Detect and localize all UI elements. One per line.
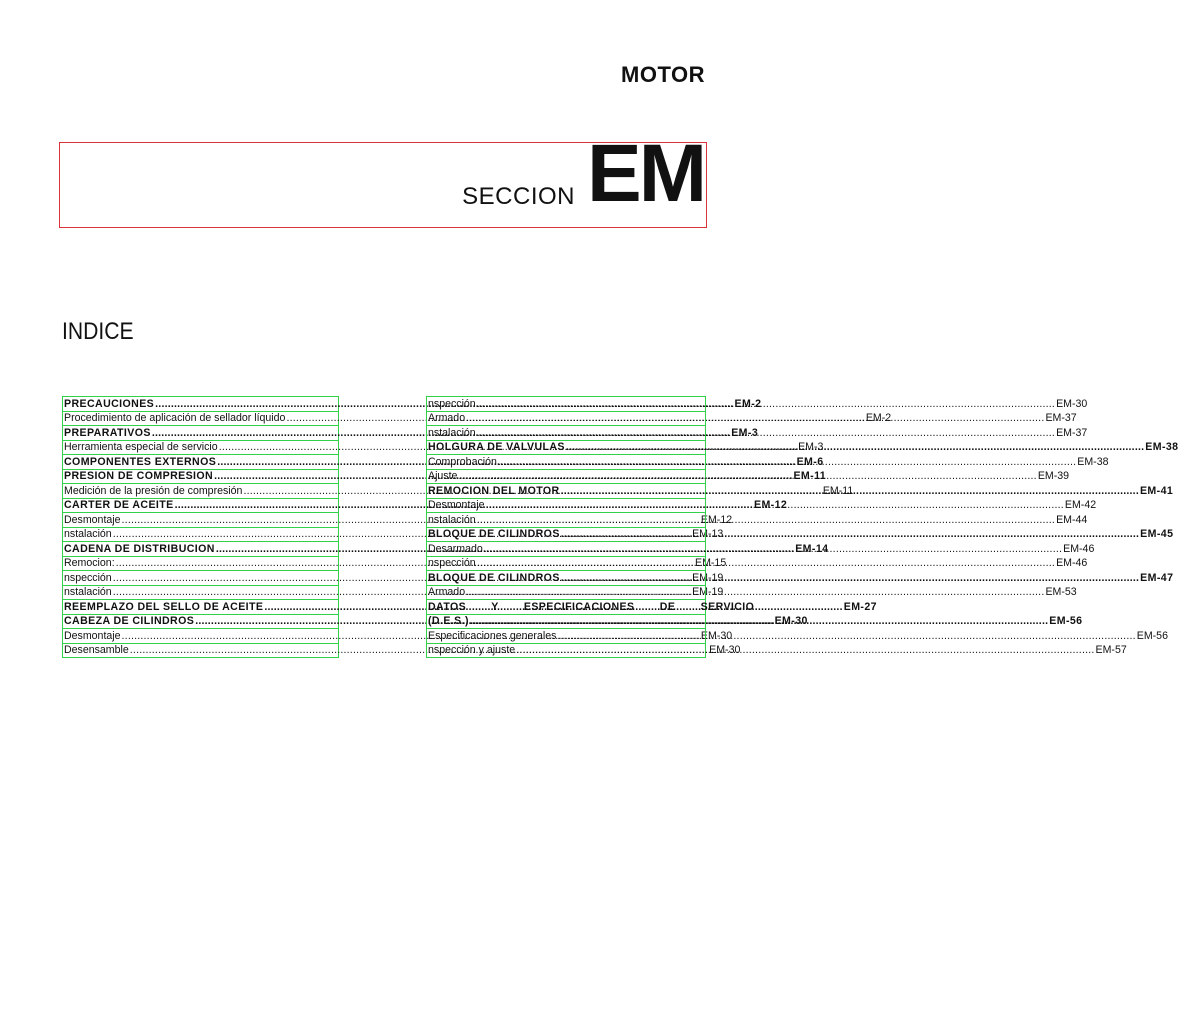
toc-entry-label: Remocion: <box>64 557 115 570</box>
toc-leader-dots <box>557 630 1135 642</box>
toc-entry-label: nstalación <box>64 586 112 599</box>
toc-entry-page: EM-6 <box>796 455 824 468</box>
index-title: INDICE <box>62 318 134 345</box>
toc-entry[interactable] <box>426 425 1088 441</box>
toc-entry-page: EM-27 <box>843 600 877 613</box>
toc-entry-label: Ajuste <box>428 470 458 483</box>
toc-entry-page: EM-46 <box>1063 542 1095 555</box>
toc-entry-page: EM-11 <box>793 470 827 483</box>
toc-leader-dots <box>470 615 1048 627</box>
toc-entry-page: EM-57 <box>1095 644 1127 657</box>
toc-leader-dots <box>561 528 1139 540</box>
toc-leader-dots <box>561 485 1139 497</box>
toc-entry-page: EM-30 <box>709 644 741 657</box>
toc-entry-page: EM-42 <box>1064 499 1097 512</box>
toc-entry[interactable] <box>426 599 755 615</box>
toc-entry-label: Desarmado <box>428 542 483 555</box>
toc-entry-page: EM-2 <box>865 412 892 425</box>
toc-entry-page: EM-53 <box>1045 586 1077 599</box>
toc-entry-label: nspección y ajuste <box>428 644 516 657</box>
toc-entry-label: BLOQUE DE CILINDROS <box>428 528 560 541</box>
toc-entry-page: EM-41 <box>1139 484 1174 497</box>
toc-entry-page: EM-14 <box>795 542 829 555</box>
toc-entry-page: EM-37 <box>1045 412 1077 425</box>
toc-leader-dots <box>477 514 1055 526</box>
toc-entry-label: nstalación <box>428 513 476 526</box>
toc-entry-label: Armado <box>428 586 466 599</box>
toc-entry-page: EM-45 <box>1140 528 1174 541</box>
toc-leader-dots <box>458 470 1036 482</box>
toc-entry-label: CABEZA DE CILINDROS <box>64 615 195 628</box>
toc-leader-dots <box>477 427 1055 439</box>
toc-entry-label: Desmontaje <box>64 513 121 526</box>
toc-leader-dots <box>484 543 1062 555</box>
toc-entry-page: EM-2 <box>734 397 762 410</box>
toc-entry-page: EM-38 <box>1077 455 1109 468</box>
toc-entry-label: Desmontaje <box>64 629 121 642</box>
toc-entry-label: BLOQUE DE CILINDROS <box>428 571 560 584</box>
toc-entry-label: COMPONENTES EXTERNOS <box>64 455 217 468</box>
toc-entry-page: EM-44 <box>1056 513 1088 526</box>
toc-entry-page: EM-11 <box>822 484 854 497</box>
toc-entry-page: EM-15 <box>695 557 727 570</box>
toc-entry-page: EM-19 <box>692 586 724 599</box>
toc-entry-label: Medición de la presión de compresión <box>64 484 243 497</box>
toc-entry-label: nstalación <box>64 528 112 541</box>
toc-leader-dots <box>477 398 1055 410</box>
motor-heading: MOTOR <box>621 62 705 87</box>
toc-entry-label: Procedimiento de aplicación de sellador líquido <box>64 412 286 425</box>
toc-entry-page: EM-30 <box>1056 397 1088 410</box>
toc-entry-label: nspección <box>428 557 476 570</box>
toc-entry-page: EM-56 <box>1049 615 1083 628</box>
toc-entry-page: EM-12 <box>700 513 733 526</box>
section-label: SECCION <box>462 183 575 210</box>
toc-entry-label: REMOCION DEL MOTOR <box>428 484 560 497</box>
toc-entry-page: EM-19 <box>692 571 724 584</box>
toc-entry-page: EM-37 <box>1056 426 1088 439</box>
toc-leader-dots <box>561 572 1139 584</box>
toc-entry-page: EM-13 <box>692 528 724 541</box>
toc-entry-label: DATOS Y ESPECIFICACIONES DE SERVICIO <box>428 600 755 613</box>
toc-entry-label: nspección <box>428 397 476 410</box>
toc-leader-dots <box>466 412 1044 424</box>
toc-entry-label: PRECAUCIONES <box>64 397 155 410</box>
toc-leader-dots <box>477 557 1055 569</box>
toc-entry-label: CARTER DE ACEITE <box>64 499 174 512</box>
toc-leader-dots <box>516 644 1094 656</box>
toc-entry-label: Desensamble <box>64 644 129 657</box>
toc-leader-dots <box>566 441 1144 453</box>
toc-entry-page: EM-56 <box>1136 629 1168 642</box>
toc-leader-dots <box>498 456 1076 468</box>
toc-entry-label: Especificaciones generales <box>428 629 557 642</box>
toc-entry-page: EM-47 <box>1140 571 1174 584</box>
toc-entry-page: EM-12 <box>753 499 788 512</box>
toc-entry-label: Desmontaje <box>428 499 485 512</box>
toc-entry-page: EM-39 <box>1037 470 1070 483</box>
toc-entry[interactable] <box>426 440 1178 456</box>
toc-leader-dots <box>466 586 1044 598</box>
toc-entry-page: EM-30 <box>774 615 808 628</box>
toc-entry-page: EM-46 <box>1056 557 1088 570</box>
toc-entry-label: Comprobación <box>428 455 497 468</box>
toc-entry-label: PRESION DE COMPRESION <box>64 470 214 483</box>
toc-entry-label: HOLGURA DE VALVULAS <box>428 441 565 454</box>
toc-entry-label: Armado <box>428 412 466 425</box>
toc-entry-page: EM-3 <box>798 441 824 454</box>
toc-entry-label: REEMPLAZO DEL SELLO DE ACEITE <box>64 600 264 613</box>
toc-entry-label: nspección <box>64 571 112 584</box>
toc-leader-dots <box>486 499 1064 511</box>
section-code: EM <box>587 128 704 219</box>
toc-entry-label: (D.E.S.) <box>428 615 469 628</box>
toc-entry-label: PREPARATIVOS <box>64 426 151 439</box>
toc-entry-page: EM-3 <box>731 426 759 439</box>
toc-entry-page: EM-30 <box>700 629 733 642</box>
toc-entry-page: EM-38 <box>1145 441 1178 454</box>
toc-entry-label: Herramienta especial de servicio <box>64 441 218 454</box>
toc-entry-label: CADENA DE DISTRIBUCION <box>64 542 215 555</box>
section-banner <box>59 128 707 228</box>
toc-entry-label: nstalación <box>428 426 476 439</box>
